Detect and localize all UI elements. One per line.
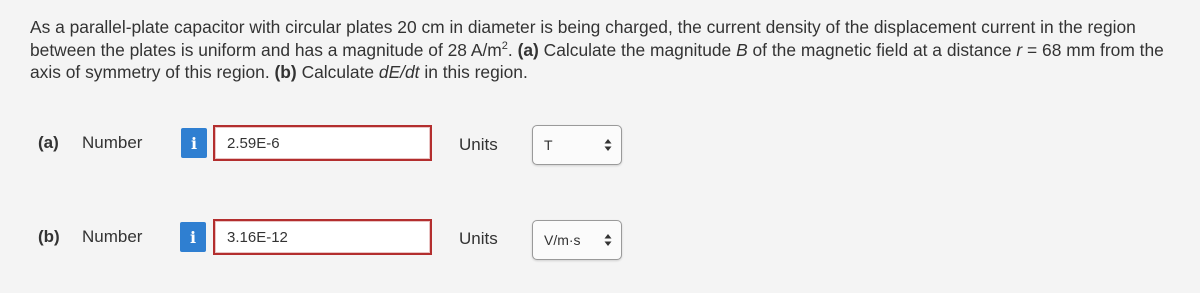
part-b-label: (b) [38,227,60,246]
units-select-b[interactable] [532,220,622,260]
units-label-b: Units [459,229,498,248]
select-arrows-icon [604,233,612,247]
units-select-b-value: V/m·s [544,232,581,248]
variable-r: r [1016,39,1023,60]
variable-de-dt: dE/dt [378,62,420,82]
answer-row-b [0,216,700,260]
part-a-tag: (a) [517,39,539,60]
info-icon[interactable]: i [180,222,206,252]
info-icon[interactable]: i [181,128,207,158]
question-text-segment: . [507,39,518,60]
units-select-a-value: T [544,137,553,153]
select-arrows-icon [604,138,612,152]
answer-row-a [0,122,700,166]
number-label-a: Number [82,133,143,152]
question-text-segment: As a parallel-plate capacitor with circular plates 20 cm in diameter is being charged, the current density of the displacement current in the region between the plates is uniform and has a magnitude of 28 A/m [30,17,1136,60]
question-text-segment: in this region. [419,62,528,82]
question-text [30,16,1190,84]
part-a-label: (a) [38,133,59,152]
question-text-segment: Calculate [296,62,379,82]
answer-input-b[interactable]: 3.16E-12 [213,219,432,255]
question-text-segment: Calculate the magnitude [538,39,737,60]
part-b-tag: (b) [274,62,297,82]
superscript-2: 2 [501,39,508,52]
question-text-segment: of the magnetic field at a distance [747,39,1017,60]
question-text-segment: = 68 mm from the axis of symmetry of this region. [30,39,1164,82]
units-label-a: Units [459,135,498,154]
answer-input-a[interactable]: 2.59E-6 [213,125,432,161]
units-select-a[interactable] [532,125,622,165]
variable-b: B [736,39,748,60]
number-label-b: Number [82,227,143,246]
